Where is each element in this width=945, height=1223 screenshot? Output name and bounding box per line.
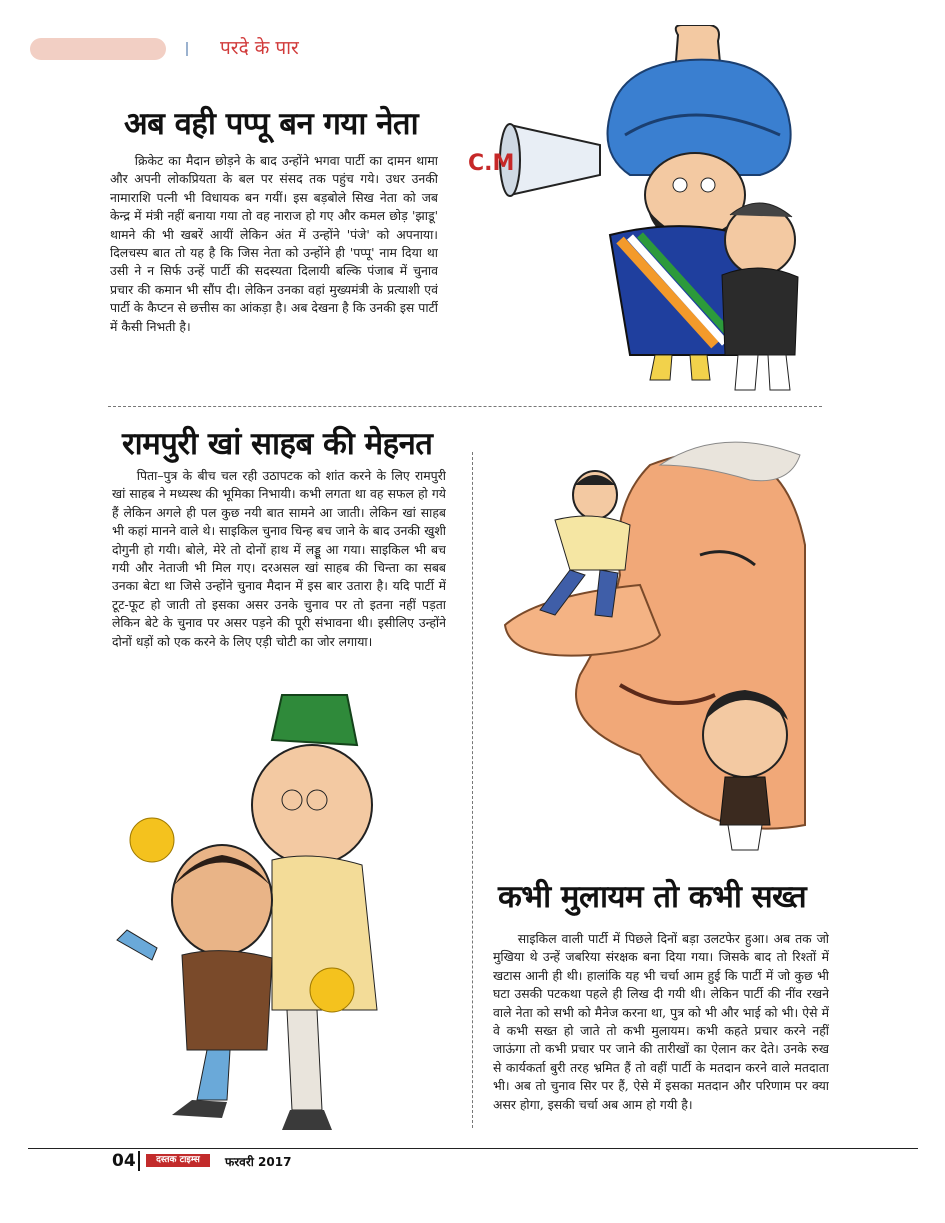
- nose-leader-cartoon: [500, 425, 820, 855]
- section-divider-vertical: [472, 452, 473, 1128]
- article-2-headline: रामपुरी खां साहब की मेहनत: [122, 426, 433, 462]
- article-3-headline: कभी मुलायम तो कभी सख्त: [498, 879, 807, 915]
- article-1-headline: अब वही पप्पू बन गया नेता: [124, 106, 419, 142]
- article-1-body: क्रिकेट का मैदान छोड़ने के बाद उन्होंने भगवा पार्टी का दामन थामा और अपनी लोकप्रियता के बल पर संसद तक पहुंच गये। उधर उनकी नामाराशि पत्नी भी विधायक बन गयीं। इस बड़बोले सिख नेता को जब केन्द्र में मंत्री नहीं बनाया गया तो वह नाराज हो गए और कमल छोड़ 'झाडू' थामने की भी खबरें आयीं लेकिन अंत में उन्होंने 'पंजे' को अपनाया। दिलचस्प बात तो यह है कि जिस नेता को उन्होंने ही 'पप्पू' नाम दिया था उसी ने न सिर्फ उन्हें पार्टी की सदस्यता दिलायी बल्कि पंजाब में चुनाव प्रचार की कमान भी सौंप दी। लेकिन उनका वहां मुख्यमंत्री के प्रत्याशी एवं पार्टी के कैप्टन से छत्तीस का आंकड़ा है। अब देखना है कि उनकी इस पार्टी में कैसी निभती है।: [110, 153, 438, 334]
- laddoo-leaders-cartoon: [112, 690, 472, 1150]
- article-3-body: साइकिल वाली पार्टी में पिछले दिनों बड़ा उलटफेर हुआ। अब तक जो मुखिया थे उन्हें जबरिया संरक्षक बना दिया गया। जिसके बाद तो रिश्तों में खटास आनी ही थी। हालांकि यह भी चर्चा आम हुई कि पार्टी में जो कुछ भी घटा उसकी पटकथा पहले ही लिख दी गयी थी। लेकिन पार्टी की नींव रखने वाले नेता को सभी को मैनेज करना था, पुत्र को भी और भाई को भी। ऐसे में वे कभी सख्त हो जाते तो कभी मुलायम। कभी कहते प्रचार करने नहीं जाऊंगा तो कभी प्रचार पर जाने की तारीखों का ऐलान कर देते। उनके रुख से कार्यकर्ता बुरी तरह भ्रमित हैं तो वहीं पार्टी के मतदान करने वाले मतदाता भी। अब तो चुनाव सिर पर हैं, ऐसे में इसका मतदान और परिणाम पर क्या असर होगा, इसकी चर्चा अब आम हो गयी है।: [493, 931, 829, 1112]
- section-divider-horizontal: [108, 406, 822, 407]
- footer-separator: [138, 1151, 140, 1171]
- section-label: परदे के पार: [220, 37, 299, 59]
- issue-date: फरवरी 2017: [225, 1155, 292, 1169]
- header-decoration-pill: [30, 38, 166, 60]
- header-separator: [186, 42, 188, 56]
- magazine-logo: दस्तक टाइम्स: [146, 1154, 210, 1167]
- footer-rule: [28, 1148, 918, 1149]
- cm-label: C.M: [468, 151, 515, 176]
- page-number: 04: [112, 1151, 136, 1171]
- article-2-body: पिता–पुत्र के बीच चल रही उठापटक को शांत करने के लिए रामपुरी खां साहब ने मध्यस्थ की भूमिका निभायी। कभी लगता था वह सफल हो गये हैं लेकिन अगले ही पल कुछ नयी बात सामने आ जाती। लेकिन खां साहब भी कहां मानने वाले थे। साइकिल चुनाव चिन्ह बच जाने के बाद उनकी खुशी दोगुनी हो गयी। बोले, मेरे तो दोनों हाथ में लड्डू आ गया। साइकिल भी बच गयी और नेताजी भी मिल गए। दरअसल खां साहब की चिन्ता का सबब उनका बेटा था जिसे उन्होंने चुनाव मैदान में इस बार उतारा है। यदि पार्टी में टूट-फूट हो जाती तो इसका असर उनके चुनाव पर तो इतना नहीं पड़ता लेकिन बेटे के चुनाव पर असर पड़ने की पूरी संभावना थी। इसीलिए उन्होंने दोनों धड़ों को एक करने के लिए एड़ी चोटी का जोर लगाया।: [112, 468, 446, 649]
- turban-leader-cartoon: [460, 25, 830, 400]
